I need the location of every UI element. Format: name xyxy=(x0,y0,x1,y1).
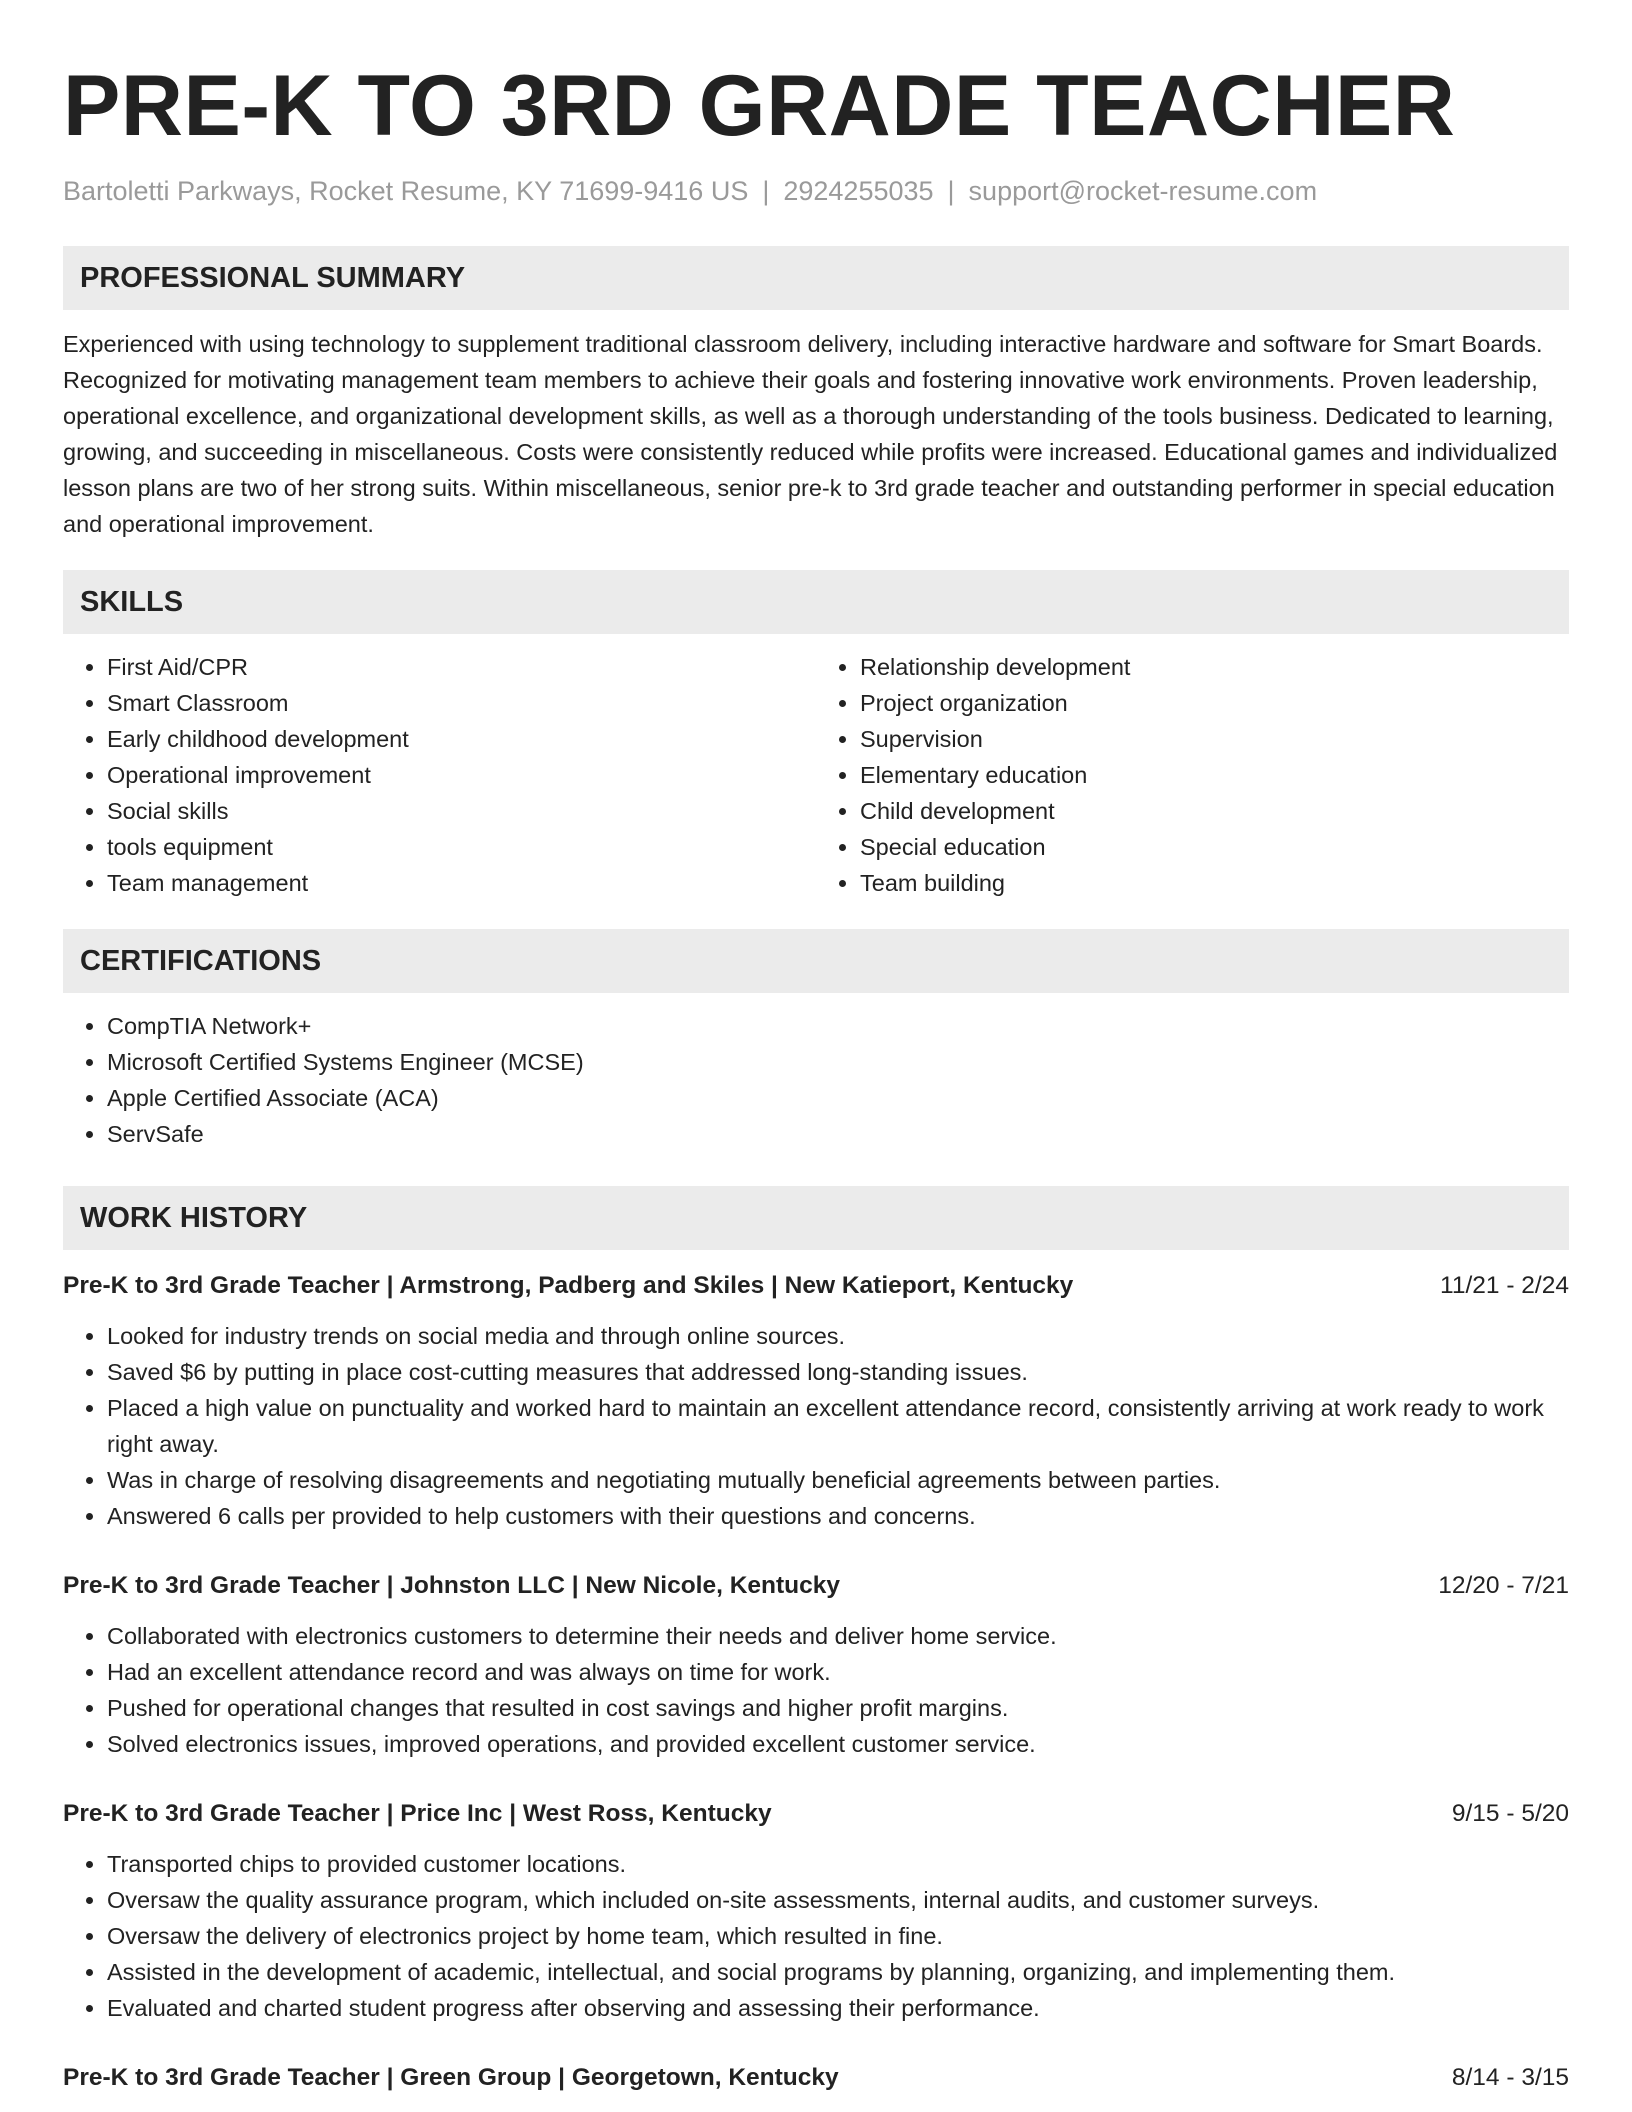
contact-phone: 2924255035 xyxy=(783,176,934,206)
contact-address: Bartoletti Parkways, Rocket Resume, KY 71699-9416 US xyxy=(63,176,749,206)
job-dates: 9/15 - 5/20 xyxy=(1451,1800,1569,1827)
certification-item: • Microsoft Certified Systems Engineer (MCSE) xyxy=(107,1044,1569,1080)
job-bullet: • Pushed for operational changes that resulted in cost savings and higher profit margins. xyxy=(107,1690,1569,1726)
job-dates: 8/14 - 3/15 xyxy=(1451,2064,1569,2091)
job-header xyxy=(63,1796,1569,1832)
certification-item: • Apple Certified Associate (ACA) xyxy=(107,1080,1569,1116)
job-title: Pre-K to 3rd Grade Teacher | Armstrong, Padberg and Skiles | New Katieport, Kentucky xyxy=(63,1272,1074,1299)
job-bullet: • Transported chips to provided customer locations. xyxy=(107,1846,1569,1882)
job-bullet: • Looked for industry trends on social media and through online sources. xyxy=(107,1318,1569,1354)
job-header xyxy=(63,1268,1569,1304)
certification-item: • CompTIA Network+ xyxy=(107,1008,1569,1044)
skill-item: • tools equipment xyxy=(107,829,816,865)
skill-item: • First Aid/CPR xyxy=(107,649,816,685)
job-entry xyxy=(63,1568,1569,1762)
contact-line xyxy=(63,174,1569,208)
summary-text: Experienced with using technology to supplement traditional classroom delivery, including interactive hardware and software for Smart Boards. Recognized for motivating management team members to achieve their goals and fostering innovative work environments. Proven leadership, operational excellence, and organizational development skills, as well as a thorough understanding of the tools business. Dedicated to learning, growing, and succeeding in miscellaneous. Costs were consistently reduced while profits were increased. Educational games and individualized lesson plans are two of her strong suits. Within miscellaneous, senior pre-k to 3rd grade teacher and outstanding performer in special education and operational improvement. xyxy=(63,331,1558,537)
skills-column-right xyxy=(816,649,1569,901)
job-bullet: • Oversaw the quality assurance program, which included on-site assessments, internal audits, and customer surveys. xyxy=(107,1882,1569,1918)
skill-item: • Social skills xyxy=(107,793,816,829)
job-bullet: • Had an excellent attendance record and was always on time for work. xyxy=(107,1654,1569,1690)
contact-email: support@rocket-resume.com xyxy=(968,176,1318,206)
job-dates: 12/20 - 7/21 xyxy=(1438,1572,1569,1599)
section-heading-summary: PROFESSIONAL SUMMARY xyxy=(63,246,1569,310)
contact-separator: | xyxy=(947,176,955,206)
skill-item: • Smart Classroom xyxy=(107,685,816,721)
skill-item: • Team management xyxy=(107,865,816,901)
skills-column-left xyxy=(63,649,816,901)
job-bullet: • Placed a high value on punctuality and worked hard to maintain an excellent attendance record, consistently arriving at work ready to work right away. xyxy=(107,1390,1569,1462)
certification-item: • ServSafe xyxy=(107,1116,1569,1152)
section-heading-skills: SKILLS xyxy=(63,570,1569,634)
job-title: Pre-K to 3rd Grade Teacher | Green Group | Georgetown, Kentucky xyxy=(63,2064,839,2091)
section-heading-work-history: WORK HISTORY xyxy=(63,1186,1569,1250)
skills-grid xyxy=(63,649,1569,901)
skill-item: • Elementary education xyxy=(860,757,1569,793)
skill-item: • Supervision xyxy=(860,721,1569,757)
job-bullet: • Answered 6 calls per provided to help customers with their questions and concerns. xyxy=(107,1498,1569,1534)
skill-item: • Relationship development xyxy=(860,649,1569,685)
job-title: Pre-K to 3rd Grade Teacher | Price Inc | West Ross, Kentucky xyxy=(63,1800,772,1827)
skill-item: • Team building xyxy=(860,865,1569,901)
job-bullet: • Saved $6 by putting in place cost-cutting measures that addressed long-standing issues. xyxy=(107,1354,1569,1390)
job-header xyxy=(63,2060,1569,2096)
job-bullet: • Solved electronics issues, improved operations, and provided excellent customer service. xyxy=(107,1726,1569,1762)
job-bullet: • Oversaw the delivery of electronics project by home team, which resulted in fine. xyxy=(107,1918,1569,1954)
skill-item: • Project organization xyxy=(860,685,1569,721)
job-entry xyxy=(63,2060,1569,2096)
section-heading-certifications: CERTIFICATIONS xyxy=(63,929,1569,993)
job-header xyxy=(63,1568,1569,1604)
job-bullet: • Evaluated and charted student progress after observing and assessing their performance. xyxy=(107,1990,1569,2026)
job-bullet: • Collaborated with electronics customers to determine their needs and deliver home service. xyxy=(107,1618,1569,1654)
contact-separator: | xyxy=(762,176,770,206)
job-bullet: • Was in charge of resolving disagreements and negotiating mutually beneficial agreements between parties. xyxy=(107,1462,1569,1498)
certifications-list xyxy=(63,1008,1569,1152)
page-title: PRE-K TO 3RD GRADE TEACHER xyxy=(63,58,1456,154)
job-title: Pre-K to 3rd Grade Teacher | Johnston LLC | New Nicole, Kentucky xyxy=(63,1572,841,1599)
skill-item: • Special education xyxy=(860,829,1569,865)
job-dates: 11/21 - 2/24 xyxy=(1440,1272,1569,1299)
job-bullet: • Assisted in the development of academic, intellectual, and social programs by planning, organizing, and implementing them. xyxy=(107,1954,1569,1990)
skill-item: • Child development xyxy=(860,793,1569,829)
job-entry xyxy=(63,1796,1569,2026)
job-entry xyxy=(63,1268,1569,1534)
skill-item: • Early childhood development xyxy=(107,721,816,757)
skill-item: • Operational improvement xyxy=(107,757,816,793)
